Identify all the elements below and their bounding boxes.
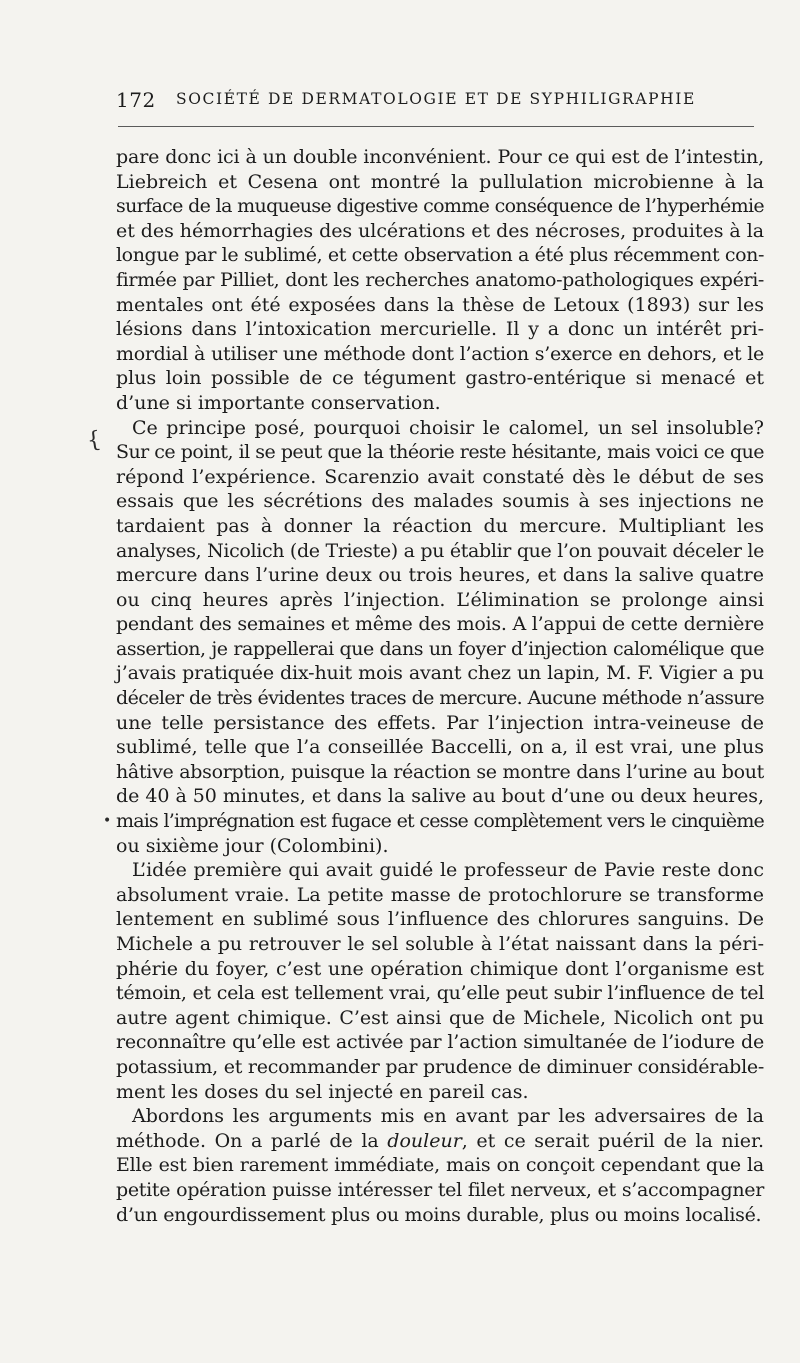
text-line-with-italic: [116, 1129, 764, 1154]
text-line: Michele a pu retrouver le sel soluble à l’état naissant dans la péri-: [116, 933, 764, 955]
text-line: mordial à utiliser une méthode dont l’action s’exerce en dehors, et le: [116, 342, 764, 365]
text-line: Elle est bien rarement immédiate, mais on conçoit cependant que la: [116, 1154, 764, 1177]
text-line: mercure dans l’urine deux ou trois heures, et dans la salive quatre: [116, 564, 764, 587]
text-line: petite opération puisse intéresser tel filet nerveux, et s’accompagner: [116, 1178, 764, 1201]
text-line: mentales ont été exposées dans la thèse de Letoux (1893) sur les: [116, 293, 764, 316]
text-line: pendant des semaines et même des mois. A l’appui de cette dernière: [116, 613, 764, 636]
text-line: une telle persistance des effets. Par l’injection intra-veineuse de: [116, 711, 764, 734]
text-line: témoin, et cela est tellement vrai, qu’elle peut subir l’influence de tel: [116, 982, 764, 1005]
text-line: assertion, je rappellerai que dans un foyer d’injection calomélique que: [116, 637, 764, 660]
text-line: et des hémorrhagies des ulcérations et des nécroses, produites à la: [116, 219, 764, 242]
text-line: absolument vraie. La petite masse de protochlorure se transforme: [116, 883, 764, 906]
text-line: sublimé, telle que l’a conseillée Baccelli, on a, il est vrai, une plus: [116, 736, 764, 759]
text-line: autre agent chimique. C’est ainsi que de Michele, Nicolich ont pu: [116, 1006, 764, 1029]
text-line: ment les doses du sel injecté en pareil cas.: [116, 1080, 529, 1103]
text-line: Sur ce point, il se peut que la théorie reste hésitante, mais voici ce que: [116, 441, 764, 464]
text-line: tardaient pas à donner la réaction du mercure. Multipliant les: [116, 514, 764, 537]
text-line: pare donc ici à un double inconvénient. Pour ce qui est de l’intestin,: [116, 146, 764, 168]
text-segment: , et ce serait puéril de la nier.: [461, 1129, 764, 1152]
paragraph-1: [116, 145, 764, 416]
text-line: lésions dans l’intoxication mercurielle. Il y a donc un intérêt pri-: [116, 318, 764, 341]
text-line: d’un engourdissement plus ou moins durable, plus ou moins localisé.: [116, 1203, 762, 1226]
text-line: firmée par Pilliet, dont les recherches anatomo-pathologiques expéri-: [116, 268, 764, 291]
text-line: reconnaître qu’elle est activée par l’action simultanée de l’iodure de: [116, 1031, 764, 1054]
text-line: ou sixième jour (Colombini).: [116, 834, 389, 857]
text-line: Ce principe posé, pourquoi choisir le calomel, un sel insoluble?: [132, 416, 764, 439]
running-title: SOCIÉTÉ DE DERMATOLOGIE ET DE SYPHILIGRAPHIE: [176, 90, 696, 108]
paragraph-3: [116, 858, 764, 1104]
page-header: [116, 88, 756, 114]
page-number: 172: [116, 88, 156, 112]
text-line: L’idée première qui avait guidé le professeur de Pavie reste donc: [132, 859, 764, 882]
text-line: d’une si importante conservation.: [116, 391, 441, 414]
text-line: hâtive absorption, puisque la réaction se montre dans l’urine au bout: [116, 760, 764, 783]
text-line: potassium, et recommander par prudence de diminuer considérable-: [116, 1055, 765, 1078]
text-line: lentement en sublimé sous l’influence des chlorures sanguins. De: [116, 908, 764, 931]
text-line: Abordons les arguments mis en avant par les adversaires de la: [132, 1105, 764, 1128]
italic-term: douleur: [387, 1129, 462, 1152]
text-line: phérie du foyer, c’est une opération chimique dont l’organisme est: [116, 957, 764, 980]
paragraph-4: [116, 1104, 764, 1227]
margin-annotation-dot: •: [103, 813, 112, 829]
margin-annotation-brace: {: [85, 427, 103, 454]
paragraph-2: [116, 416, 764, 859]
text-line: longue par le sublimé, et cette observation a été plus récemment con-: [116, 244, 764, 267]
text-line: ou cinq heures après l’injection. L’élimination se prolonge ainsi: [116, 588, 764, 611]
text-segment: méthode. On a parlé de la: [116, 1129, 388, 1152]
text-line: analyses, Nicolich (de Trieste) a pu établir que l’on pouvait déceler le: [116, 539, 764, 562]
text-line: de 40 à 50 minutes, et dans la salive au bout d’une ou deux heures,: [116, 785, 764, 808]
text-line: déceler de très évidentes traces de mercure. Aucune méthode n’assure: [116, 687, 764, 710]
text-line: mais l’imprégnation est fugace et cesse complètement vers le cinquième: [116, 810, 764, 833]
text-line: essais que les sécrétions des malades soumis à ses injections ne: [116, 490, 764, 513]
text-line: j’avais pratiquée dix-huit mois avant chez un lapin, M. F. Vigier a pu: [116, 662, 764, 685]
text-line: Liebreich et Cesena ont montré la pullulation microbienne à la: [116, 170, 764, 193]
header-rule: [118, 126, 754, 127]
text-line: répond l’expérience. Scarenzio avait constaté dès le début de ses: [116, 465, 764, 488]
text-line: surface de la muqueuse digestive comme conséquence de l’hyperhémie: [116, 195, 764, 218]
body-text: [116, 145, 764, 1227]
text-line: plus loin possible de ce tégument gastro-entérique si menacé et: [116, 367, 764, 390]
